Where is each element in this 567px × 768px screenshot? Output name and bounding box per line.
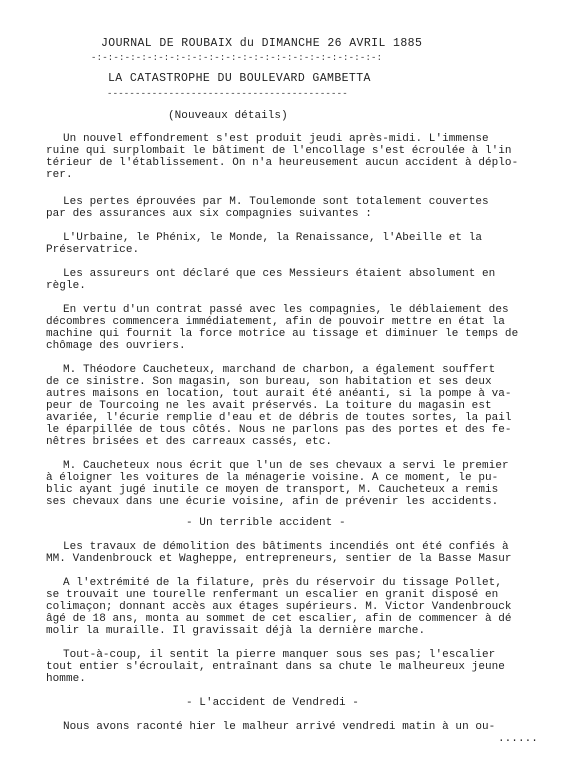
text-line: blic ayant jugé inutile ce moyen de transport, M. Caucheteux a remis <box>46 484 499 496</box>
text-line: Les assureurs ont déclaré que ces Messieurs étaient absolument en <box>63 268 496 280</box>
text-line: Les pertes éprouvées par M. Toulemonde sont totalement couvertes <box>63 196 489 208</box>
text-line: décombres commencera immédiatement, afin de pouvoir mettre en état la <box>46 316 505 328</box>
text-line: homme. <box>46 673 86 685</box>
text-line: autres maisons en location, tout aurait été anéanti, si la pompe à va- <box>46 388 512 400</box>
text-line: molir la muraille. Il gravissait déjà la dernière marche. <box>46 625 426 637</box>
headline: LA CATASTROPHE DU BOULEVARD GAMBETTA <box>108 72 371 85</box>
text-line: MM. Vandenbrouck et Wagheppe, entrepreneurs, sentier de la Basse Masur <box>46 553 512 565</box>
subtitle: (Nouveaux détails) <box>168 110 288 122</box>
title-rule: -:-:-:-:-:-:-:-:-:-:-:-:-:-:-:-:-:-:-:-:-:-:-:-:-:-: <box>91 53 383 63</box>
text-line: A l'extrémité de la filature, près du réservoir du tissage Pollet, <box>63 577 502 589</box>
text-line: de ce sinistre. Son magasin, son bureau, son habitation et ses deux <box>46 376 492 388</box>
continuation-dots: ...... <box>498 733 538 745</box>
text-line: M. Théodore Caucheteux, marchand de charbon, a également souffert <box>63 364 496 376</box>
text-line: Un nouvel effondrement s'est produit jeudi après-midi. L'immense <box>63 133 489 145</box>
text-line: règle. <box>46 280 86 292</box>
section-heading: - L'accident de Vendredi - <box>186 697 359 709</box>
text-line: avariée, l'écurie remplie d'eau et de débris de toutes sortes, la pail <box>46 412 512 424</box>
text-line: tout entier s'écroulait, entraînant dans sa chute le malheureux jeune <box>46 661 505 673</box>
text-line: Préservatrice. <box>46 244 140 256</box>
text-line: ruine qui surplombait le bâtiment de l'encollage s'est écroulée à l'in <box>46 145 512 157</box>
headline-rule: ------------------------------------------- <box>107 89 348 99</box>
text-line: térieur de l'établissement. On n'a heureusement aucun accident à déplo- <box>46 157 519 169</box>
text-line: âgé de 18 ans, monta au sommet de cet escalier, afin de commencer à dé <box>46 613 512 625</box>
text-line: L'Urbaine, le Phénix, le Monde, la Renaissance, l'Abeille et la <box>63 232 483 244</box>
text-line: Les travaux de démolition des bâtiments incendiés ont été confiés à <box>63 541 509 553</box>
text-line: nêtres brisées et des carreaux cassés, etc. <box>46 436 332 448</box>
text-line: se trouvait une tourelle renfermant un escalier en granit disposé en <box>46 589 499 601</box>
newspaper-title: JOURNAL DE ROUBAIX du DIMANCHE 26 AVRIL 1885 <box>101 37 423 50</box>
text-line: En vertu d'un contrat passé avec les compagnies, le déblaiement des <box>63 304 509 316</box>
text-line: Nous avons raconté hier le malheur arrivé vendredi matin à un ou- <box>63 721 496 733</box>
text-line: le éparpillée de tous côtés. Nous ne parlons pas des portes et des fe- <box>46 424 512 436</box>
text-line: peur de Tourcoing ne les avait préservés. La toiture du magasin est <box>46 400 492 412</box>
text-line: ses chevaux dans une écurie voisine, afin de prévenir les accidents. <box>46 496 499 508</box>
text-line: M. Caucheteux nous écrit que l'un de ses chevaux a servi le premier <box>63 460 509 472</box>
section-heading: - Un terrible accident - <box>186 517 346 529</box>
text-line: rer. <box>46 169 73 181</box>
text-line: Tout-à-coup, il sentit la pierre manquer sous ses pas; l'escalier <box>63 649 496 661</box>
text-line: par des assurances aux six compagnies suivantes : <box>46 208 372 220</box>
text-line: à éloigner les voitures de la ménagerie voisine. A ce moment, le pu- <box>46 472 499 484</box>
text-line: chômage des ouvriers. <box>46 340 186 352</box>
text-line: machine qui fournit la force motrice au tissage et diminuer le temps de <box>46 328 519 340</box>
text-line: colimaçon; donnant accès aux étages supérieurs. M. Victor Vandenbrouck <box>46 601 512 613</box>
